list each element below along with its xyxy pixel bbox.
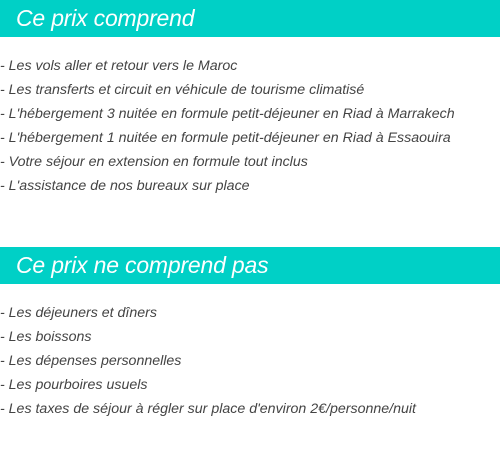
excluded-header bbox=[0, 247, 500, 284]
excluded-title: Ce prix ne comprend pas bbox=[16, 252, 269, 278]
list-item: - Les transferts et circuit en véhicule de tourisme climatisé bbox=[0, 82, 365, 98]
list-item: - L'hébergement 1 nuitée en formule petit-déjeuner en Riad à Essaouira bbox=[0, 130, 451, 146]
list-item: - Votre séjour en extension en formule tout inclus bbox=[0, 154, 308, 170]
list-item: - Les déjeuners et dîners bbox=[0, 305, 157, 321]
included-title: Ce prix comprend bbox=[16, 5, 195, 31]
included-list bbox=[0, 54, 500, 198]
list-item: - Les boissons bbox=[0, 329, 92, 345]
list-item: - L'assistance de nos bureaux sur place bbox=[0, 178, 250, 194]
included-section bbox=[0, 0, 500, 198]
list-item: - Les pourboires usuels bbox=[0, 377, 148, 393]
list-item: - Les vols aller et retour vers le Maroc bbox=[0, 58, 238, 74]
list-item: - Les dépenses personnelles bbox=[0, 353, 182, 369]
included-header bbox=[0, 0, 500, 37]
list-item: - Les taxes de séjour à régler sur place d'environ 2€/personne/nuit bbox=[0, 401, 416, 417]
excluded-section bbox=[0, 247, 500, 421]
list-item: - L'hébergement 3 nuitée en formule petit-déjeuner en Riad à Marrakech bbox=[0, 106, 455, 122]
excluded-list bbox=[0, 301, 500, 421]
